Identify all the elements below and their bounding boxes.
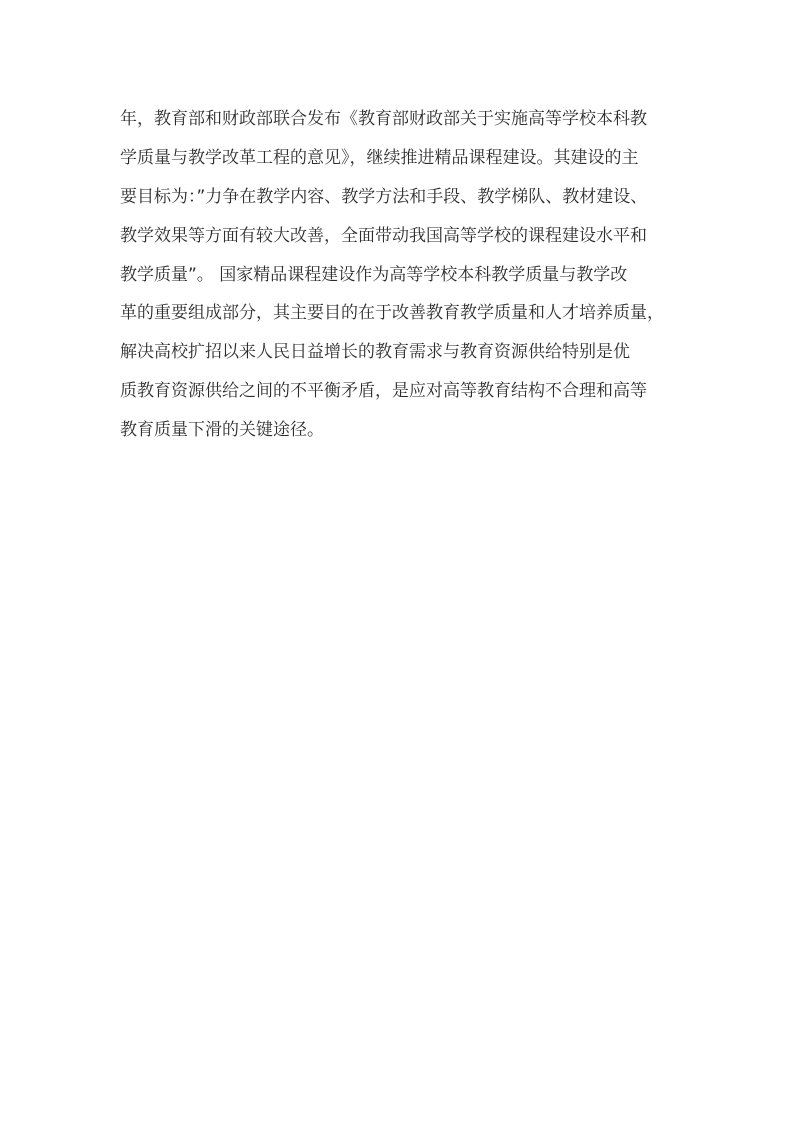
paragraph-line: 教学质量”。 国家精品课程建设作为高等学校本科教学质量与教学改: [120, 264, 628, 285]
paragraph-line: 年，教育部和财政部联合发布《教育部财政部关于实施高等学校本科教: [120, 109, 647, 129]
paragraph-line: 要目标为：”力争在教学内容、教学方法和手段、教学梯队、教材建设、: [120, 186, 648, 207]
paragraph-line: 教学效果等方面有较大改善，全面带动我国高等学校的课程建设水平和: [120, 225, 647, 246]
paragraph-line: 革的重要组成部分，其主要目的在于改善教育教学质量和人才培养质量，: [120, 303, 664, 324]
paragraph-line: 解决高校扩招以来人民日益增长的教育需求与教育资源供给特别是优: [120, 342, 630, 363]
body-paragraph: [120, 100, 690, 450]
paragraph-line: 质教育资源供给之间的不平衡矛盾，是应对高等教育结构不合理和高等: [120, 381, 647, 402]
paragraph-line: 教育质量下滑的关键途径。: [120, 420, 324, 441]
paragraph-line: 学质量与教学改革工程的意见》，继续推进精品课程建设。其建设的主: [120, 147, 639, 168]
